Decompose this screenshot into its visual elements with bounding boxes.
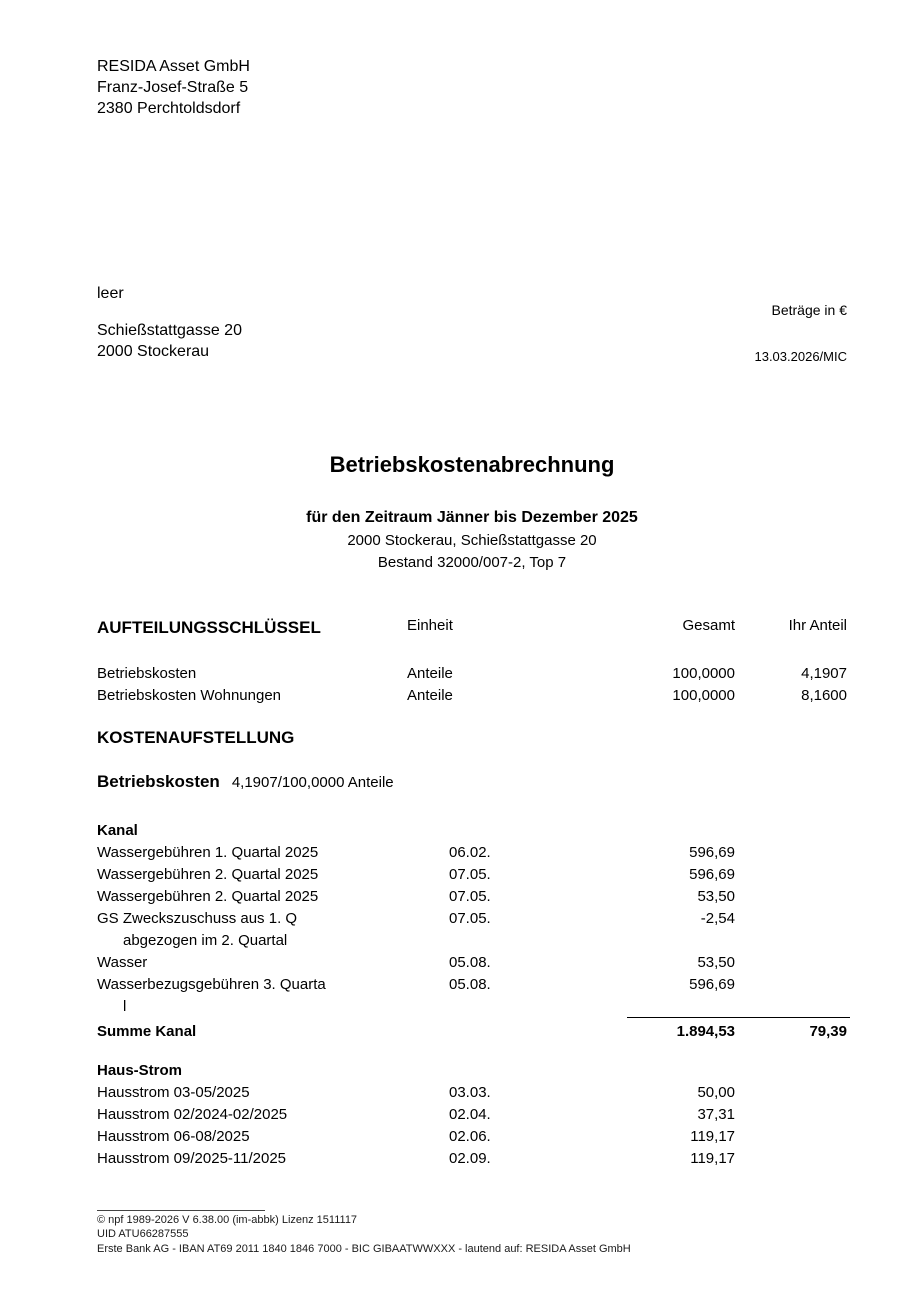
cost-label: Wassergebühren 2. Quartal 2025: [97, 866, 319, 883]
cost-row: [0, 886, 924, 908]
allocation-unit: Anteile: [407, 687, 453, 704]
costs-heading: KOSTENAUFSTELLUNG: [97, 728, 295, 747]
section-total-label: Summe Kanal: [97, 1023, 197, 1040]
cost-amount: 596,69: [689, 844, 735, 861]
cost-amount: -2,54: [700, 910, 735, 927]
footer: [97, 1213, 631, 1256]
sender-name: RESIDA Asset GmbH: [97, 58, 250, 75]
sender-address: [97, 56, 250, 119]
cost-row: [0, 1126, 924, 1148]
allocation-label: Betriebskosten Wohnungen: [97, 687, 282, 704]
cost-group-line: [97, 772, 394, 792]
cost-label-continuation: abgezogen im 2. Quartal: [123, 932, 288, 949]
cost-date: 05.08.: [449, 976, 491, 993]
recipient-street: Schießstattgasse 20: [97, 322, 242, 339]
cost-label: Hausstrom 03-05/2025: [97, 1084, 250, 1101]
cost-group-key: 4,1907/100,0000 Anteile: [231, 774, 394, 791]
subtotal-rule: [627, 1017, 850, 1018]
cost-date: 02.09.: [449, 1150, 491, 1167]
cost-row: [0, 952, 924, 974]
column-header-ihr-anteil: Ihr Anteil: [788, 617, 847, 634]
cost-date: 02.06.: [449, 1128, 491, 1145]
footer-license-line: © npf 1989-2026 V 6.38.00 (im-abbk) Lizenz 1511117: [97, 1214, 358, 1226]
cost-date: 07.05.: [449, 866, 491, 883]
cost-amount: 53,50: [697, 954, 735, 971]
currency-note: Beträge in €: [771, 302, 847, 318]
cost-row: [0, 908, 924, 930]
cost-amount: 596,69: [689, 866, 735, 883]
allocation-share: 8,1600: [801, 687, 847, 704]
allocation-unit: Anteile: [407, 665, 453, 682]
cost-label: Wassergebühren 1. Quartal 2025: [97, 844, 319, 861]
footer-uid-line: UID ATU66287555: [97, 1228, 189, 1241]
document-subtitle-period: für den Zeitraum Jänner bis Dezember 2025: [306, 509, 638, 526]
recipient-address: [97, 320, 242, 362]
date-reference: 13.03.2026/MIC: [754, 349, 847, 364]
recipient-city: 2000 Stockerau: [97, 343, 210, 360]
cost-row-continuation: [0, 996, 924, 1018]
cost-date: 06.02.: [449, 844, 491, 861]
cost-amount: 119,17: [690, 1150, 735, 1167]
allocation-total: 100,0000: [672, 665, 735, 682]
column-header-gesamt: Gesamt: [682, 617, 735, 634]
section-total-amount: 1.894,53: [676, 1023, 735, 1040]
document-subtitle-unit: Bestand 32000/007-2, Top 7: [377, 554, 567, 571]
cost-amount: 37,31: [697, 1106, 735, 1123]
cost-label: Hausstrom 06-08/2025: [97, 1128, 250, 1145]
allocation-row: [0, 685, 924, 707]
cost-date: 07.05.: [449, 910, 491, 927]
cost-label-continuation: l: [123, 998, 127, 1015]
cost-row: [0, 1082, 924, 1104]
section-title-haus-strom: Haus-Strom: [97, 1062, 183, 1079]
cost-group-label: Betriebskosten: [97, 772, 220, 791]
cost-date: 03.03.: [449, 1084, 491, 1101]
sender-street: Franz-Josef-Straße 5: [97, 79, 249, 96]
allocation-row: [0, 663, 924, 685]
cost-amount: 119,17: [690, 1128, 735, 1145]
cost-label: Hausstrom 02/2024-02/2025: [97, 1106, 288, 1123]
allocation-total: 100,0000: [672, 687, 735, 704]
column-header-einheit: Einheit: [407, 617, 453, 634]
cost-row-continuation: [0, 930, 924, 952]
cost-label: Wasser: [97, 954, 148, 971]
sender-city: 2380 Perchtoldsdorf: [97, 100, 241, 117]
allocation-share: 4,1907: [801, 665, 847, 682]
cost-row: [0, 974, 924, 996]
section-title-kanal: Kanal: [97, 822, 138, 839]
section-total-row: [0, 1021, 924, 1043]
document-subtitle-address: 2000 Stockerau, Schießstattgasse 20: [347, 532, 597, 549]
cost-amount: 596,69: [689, 976, 735, 993]
cost-row: [0, 1104, 924, 1126]
cost-row: [0, 842, 924, 864]
cost-amount: 50,00: [697, 1084, 735, 1101]
footer-bank-line: Erste Bank AG - IBAN AT69 2011 1840 1846 7000 - BIC GIBAATWWXXX - lautend auf: RESIDA Asset GmbH: [97, 1242, 631, 1255]
section-total-share: 79,39: [809, 1023, 847, 1040]
footer-separator: [97, 1210, 265, 1211]
allocation-heading: AUFTEILUNGSSCHLÜSSEL: [97, 618, 321, 637]
cost-date: 02.04.: [449, 1106, 491, 1123]
cost-label: Wassergebühren 2. Quartal 2025: [97, 888, 319, 905]
cost-row: [0, 1148, 924, 1170]
cost-label: Hausstrom 09/2025-11/2025: [97, 1150, 287, 1167]
cost-row: [0, 864, 924, 886]
cost-label: GS Zweckszuschuss aus 1. Q: [97, 910, 298, 927]
allocation-label: Betriebskosten: [97, 665, 197, 682]
allocation-header-row: [0, 615, 924, 639]
cost-amount: 53,50: [697, 888, 735, 905]
cost-label: Wasserbezugsgebühren 3. Quarta: [97, 976, 326, 993]
recipient-note: leer: [97, 285, 124, 302]
cost-date: 05.08.: [449, 954, 491, 971]
cost-date: 07.05.: [449, 888, 491, 905]
document-title: Betriebskostenabrechnung: [329, 452, 615, 477]
